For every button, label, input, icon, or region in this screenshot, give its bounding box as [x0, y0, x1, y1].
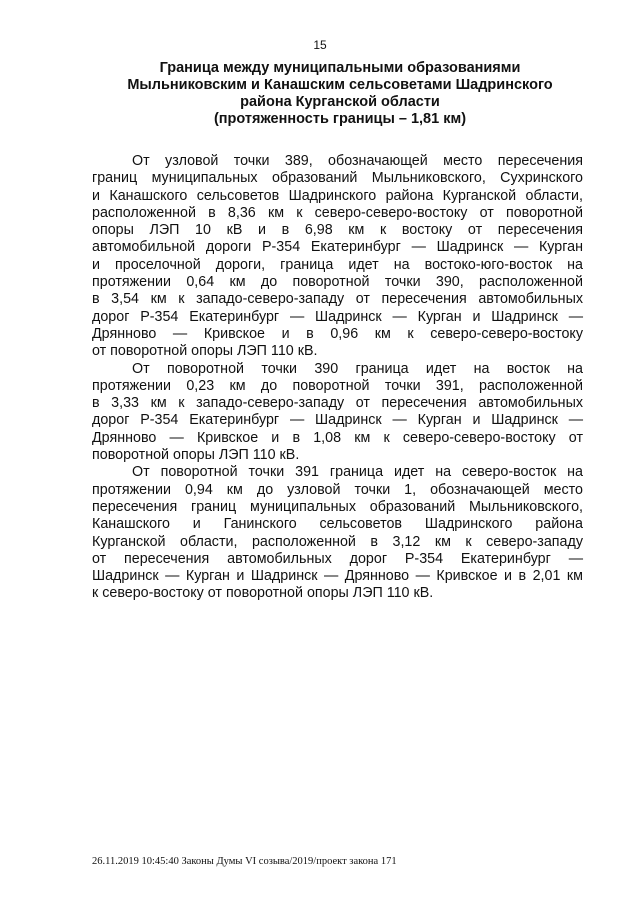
- document-body: [92, 153, 583, 603]
- text-line: Шадринск — Курган и Шадринск — Дрянново — Кривское и в 2,01 км: [92, 568, 583, 585]
- paragraph-1: [92, 153, 583, 361]
- text-line: протяжении 0,64 км до поворотной точки 390, расположенной: [92, 274, 583, 291]
- text-line: в 3,33 км к западо-северо-западу от пересечения автомобильных: [92, 395, 583, 412]
- title-line: (протяженность границы – 1,81 км): [213, 111, 467, 127]
- text-line: границ муниципальных образований Мыльниковского, Сухринского: [92, 170, 583, 187]
- text-line: пересечения границ муниципальных образований Мыльниковского,: [92, 498, 583, 515]
- text-line: от пересечения автомобильных дорог Р-354 Екатеринбург —: [92, 550, 583, 567]
- text-line: От поворотной точки 390 граница идет на восток на: [132, 360, 583, 377]
- text-line: дорог Р-354 Екатеринбург — Шадринск — Курган и Шадринск —: [92, 308, 583, 325]
- text-line: Курганской области, расположенной в 3,12 км к северо-западу: [92, 533, 583, 550]
- text-line: опоры ЛЭП 10 кВ и в 6,98 км к востоку от пересечения: [92, 222, 583, 239]
- text-line: протяжении 0,23 км до поворотной точки 391, расположенной: [92, 377, 583, 394]
- text-line: от поворотной опоры ЛЭП 110 кВ.: [92, 343, 318, 360]
- text-line: автомобильной дороги Р-354 Екатеринбург — Шадринск — Курган: [92, 239, 583, 256]
- text-line: в 3,54 км к западо-северо-западу от пересечения автомобильных: [92, 291, 583, 308]
- text-line: Дрянново — Кривское и в 1,08 км к северо-северо-востоку от: [92, 429, 583, 446]
- title-line: Мыльниковским и Канашским сельсоветами Шадринского: [127, 77, 553, 93]
- text-line: к северо-востоку от поворотной опоры ЛЭП 110 кВ.: [92, 585, 434, 602]
- text-line: расположенной в 8,36 км к северо-северо-востоку от поворотной: [92, 204, 583, 221]
- text-line: поворотной опоры ЛЭП 110 кВ.: [92, 447, 300, 464]
- text-line: и проселочной дороги, граница идет на востоко-юго-восток на: [92, 256, 583, 273]
- footer-note: 26.11.2019 10:45:40 Законы Думы VI созыва/2019/проект закона 171: [92, 856, 397, 867]
- text-line: дорог Р-354 Екатеринбург — Шадринск — Курган и Шадринск —: [92, 412, 583, 429]
- title-line: района Курганской области: [240, 94, 440, 110]
- text-line: От узловой точки 389, обозначающей место пересечения: [132, 153, 583, 169]
- paragraph-2: [92, 361, 583, 465]
- text-line: От поворотной точки 391 граница идет на северо-восток на: [132, 464, 583, 481]
- paragraph-3: [92, 464, 583, 602]
- text-line: Дрянново — Кривское и в 0,96 км к северо-северо-востоку: [92, 325, 583, 342]
- page-number: 15: [313, 38, 327, 52]
- title-line: Граница между муниципальными образованиями: [159, 60, 521, 76]
- text-line: и Канашского сельсоветов Шадринского района Курганской области,: [92, 187, 583, 204]
- text-line: протяжении 0,94 км до узловой точки 1, обозначающей место: [92, 481, 583, 498]
- document-title: [100, 60, 580, 128]
- text-line: Канашского и Ганинского сельсоветов Шадринского района: [92, 516, 583, 533]
